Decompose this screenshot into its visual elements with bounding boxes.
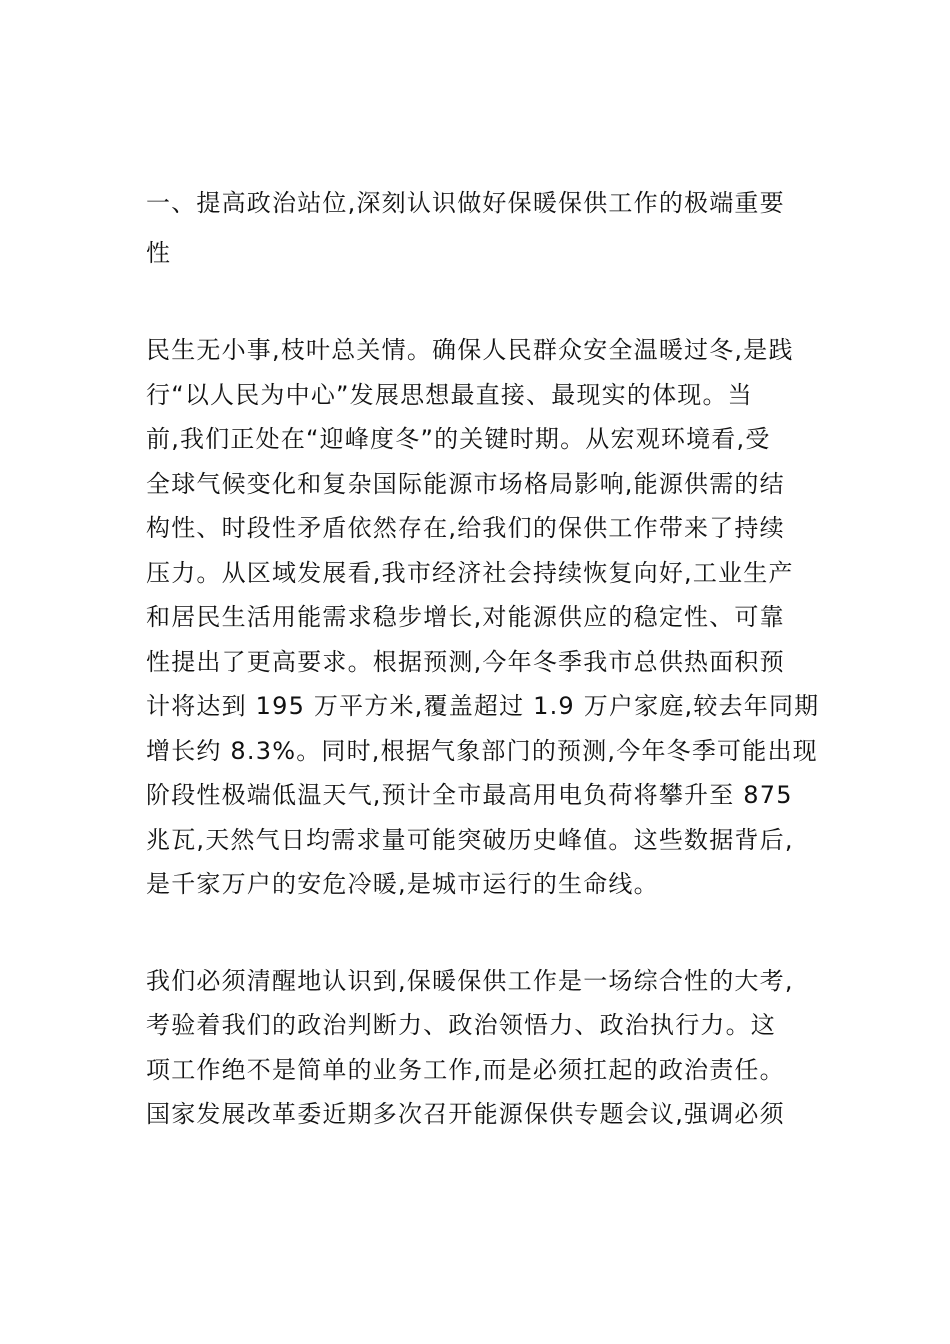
paragraph-line: 性提出了更高要求。根据预测,今年冬季我市总供热面积预 <box>146 647 785 676</box>
paragraph-line: 国家发展改革委近期多次召开能源保供专题会议,强调必须 <box>146 1100 785 1128</box>
paragraph-line: 压力。从区域发展看,我市经济社会持续恢复向好,工业生产 <box>146 558 794 587</box>
paragraph <box>146 959 808 1137</box>
document-page <box>146 178 820 1137</box>
paragraph-line: 行“以人民为中心”发展思想最直接、最现实的体现。当 <box>146 380 753 409</box>
paragraph-line: 构性、时段性矛盾依然存在,给我们的保供工作带来了持续 <box>146 514 785 542</box>
paragraph-line: 我们必须清醒地认识到,保暖保供工作是一场综合性的大考, <box>146 966 794 995</box>
section-heading <box>146 178 808 278</box>
heading-line: 一、提高政治站位,深刻认识做好保暖保供工作的极端重要 <box>146 189 785 217</box>
paragraph-line: 增长约 8.3%。同时,根据气象部门的预测,今年冬季可能出现 <box>146 736 818 765</box>
heading-line: 性 <box>146 239 172 267</box>
paragraph-line: 考验着我们的政治判断力、政治领悟力、政治执行力。这 <box>146 1011 776 1039</box>
paragraph-line: 阶段性极端低温天气,预计全市最高用电负荷将攀升至 875 <box>146 781 793 809</box>
paragraph-line: 项工作绝不是简单的业务工作,而是必须扛起的政治责任。 <box>146 1055 785 1084</box>
paragraph-line: 全球气候变化和复杂国际能源市场格局影响,能源供需的结 <box>146 469 785 498</box>
paragraph-line: 和居民生活用能需求稳步增长,对能源供应的稳定性、可靠 <box>146 603 785 631</box>
paragraph-line: 是千家万户的安危冷暖,是城市运行的生命线。 <box>146 870 659 898</box>
paragraph-line: 计将达到 195 万平方米,覆盖超过 1.9 万户家庭,较去年同期 <box>146 692 820 720</box>
paragraph-line: 兆瓦,天然气日均需求量可能突破历史峰值。这些数据背后, <box>146 825 794 854</box>
paragraph-line: 前,我们正处在“迎峰度冬”的关键时期。从宏观环境看,受 <box>146 425 771 453</box>
paragraph-line: 民生无小事,枝叶总关情。确保人民群众安全温暖过冬,是践 <box>146 336 794 364</box>
paragraph <box>146 328 820 907</box>
